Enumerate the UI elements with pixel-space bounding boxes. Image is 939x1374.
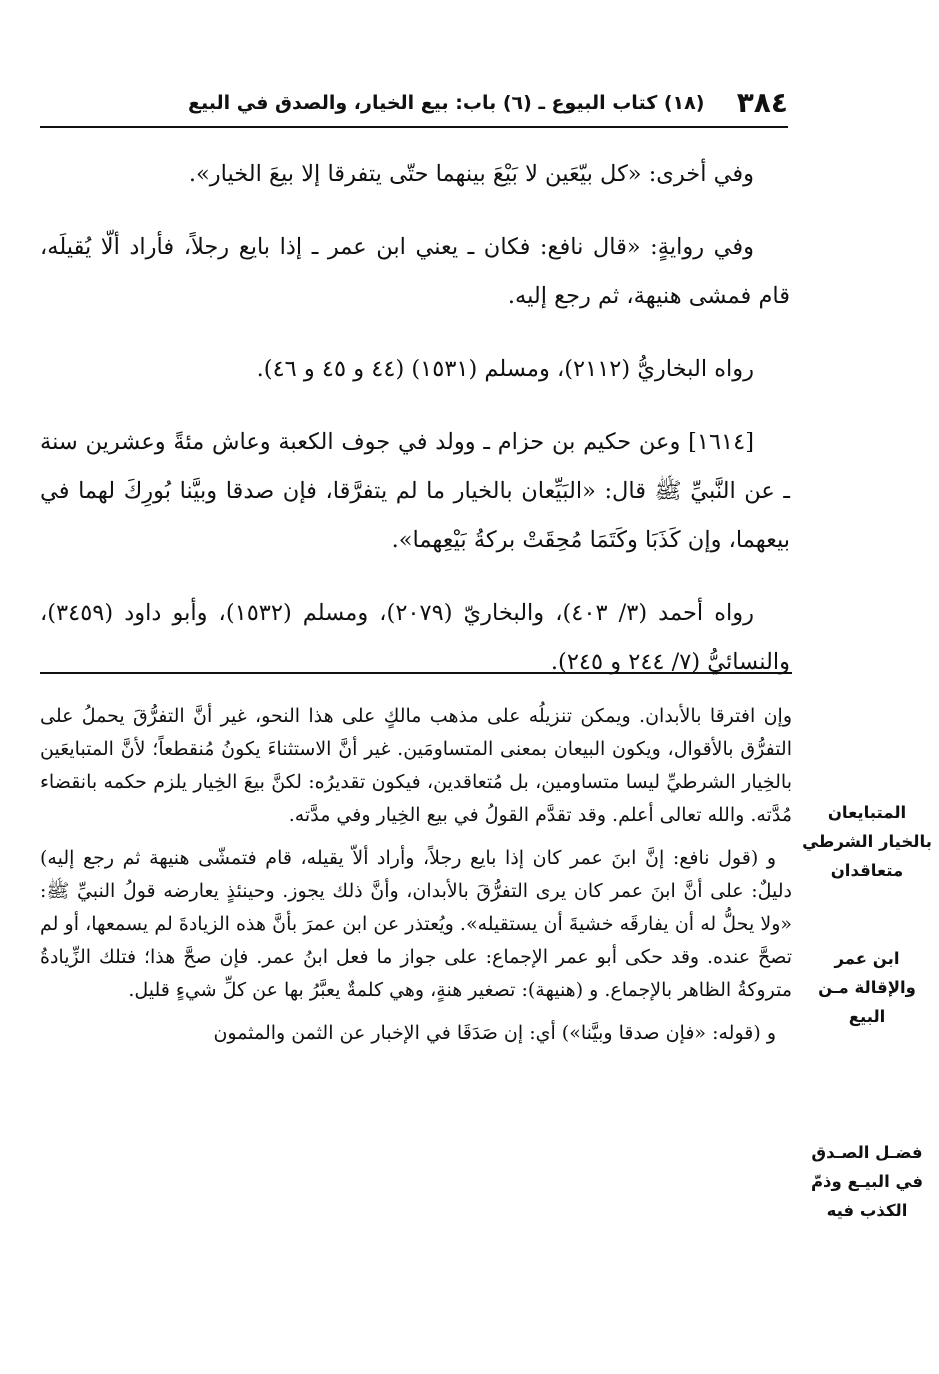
main-text [40,150,790,711]
commentary-text [40,700,792,1060]
main-paragraph: رواه البخاريُّ (٢١١٢)، ومسلم (١٥٣١) (٤٤ و ٤٥ و ٤٦). [256,356,754,382]
page-header [40,82,788,128]
margin-note: المتبايعان بالخيار الشرطي متعاقدان [802,803,932,880]
margin-note: فضـل الصـدق في البيـع وذمّ الكذب فيه [810,1143,924,1220]
main-paragraph: رواه أحمد (٣/ ٤٠٣)، والبخاريّ (٢٠٧٩)، ومسلم (١٥٣٢)، وأبو داود (٣٤٥٩)، والنسائيُّ (٧/ ٢٤٤ و ٢٤٥). [40,600,790,675]
main-paragraph: وفي روايةٍ: «قال نافع: فكان ـ يعني ابن عمر ـ إذا بايع رجلاً، فأراد ألّا يُقيلَه، قام فمشى هنيهة، ثم رجع إليه. [40,234,790,309]
commentary-paragraph: و (قوله: «فإن صدقا وبيَّنا») أي: إن صَدَقَا في الإخبار عن الثمن والمثمون [213,1022,776,1044]
hadith-paragraph: [١٦١٤] وعن حكيم بن حزام ـ وولد في جوف الكعبة وعاش مئةً وعشرين سنة ـ عن النَّبيِّ ﷺ قال: «البَيِّعان بالخيار ما لم يتفرَّقا، فإن صدقا وبيَّنا بُورِكَ لهما في بيعهما، وإن كَذَبَا وكَتَمَا مُحِقَتْ بركةُ بَيْعِهما». [40,429,790,553]
commentary-separator [40,672,792,674]
commentary-paragraph: وإن افترقا بالأبدان. ويمكن تنزيلُه على مذهب مالكٍ على هذا النحو، غير أنَّ التفرُّقَ يحملُ على التفرُّق بالأقوال، ويكون البيعان بمعنى المتساومَين. غير أنَّ الاستثناءَ يكونُ مُنقطعاً؛ لأنَّ المتبايعَين بالخِيار الشرطيِّ ليسا متساومين، بل مُتعاقدين، فيكون تقديرُه: لكنَّ بيعَ الخِيار يلزم حكمه بانقضاء مُدَّته. والله تعالى أعلم. وقد تقدَّم القولُ في بيع الخِيار وفي مدَّته. [40,705,792,826]
commentary-paragraph: و (قول نافع: إنَّ ابنَ عمر كان إذا بايع رجلاً، وأراد ألاّ يقيله، قام فتمشّى هنيهة ثم رجع إليه) دليلٌ: على أنَّ ابنَ عمر كان يرى التفرُّقَ بالأبدان، وأنَّ ذلك يجوز. وحينئذٍ يعارضه قولُ النبيِّ ﷺ: «ولا يحلُّ له أن يفارقَه خشيةَ أن يستقيله». ويُعتذر عن ابن عمرَ بأنَّ هذه الزيادةَ لم يسمعها، أو لم تصحَّ عنده. وقد حكى أبو عمر الإجماع: على جواز ما فعل ابنُ عمر. فإن صحَّ هذا؛ فتلك الزِّيادةُ متروكةُ الظاهر بالإجماع. و (هنيهة): تصغير هنةٍ، وهي كلمةٌ يعبَّرُ بها عن كلِّ شيءٍ قليل. [40,847,792,1001]
main-paragraph: وفي أخرى: «كل بيّعَين لا بَيْعَ بينهما حتّى يتفرقا إلا بيعَ الخيار». [188,161,754,187]
running-title: (١٨) كتاب البيوع ـ (٦) باب: بيع الخيار، والصدق في البيع [188,92,705,114]
margin-note: ابن عمر والإقالة مـن البيع [818,949,916,1026]
page-number: ٣٨٤ [736,86,788,119]
